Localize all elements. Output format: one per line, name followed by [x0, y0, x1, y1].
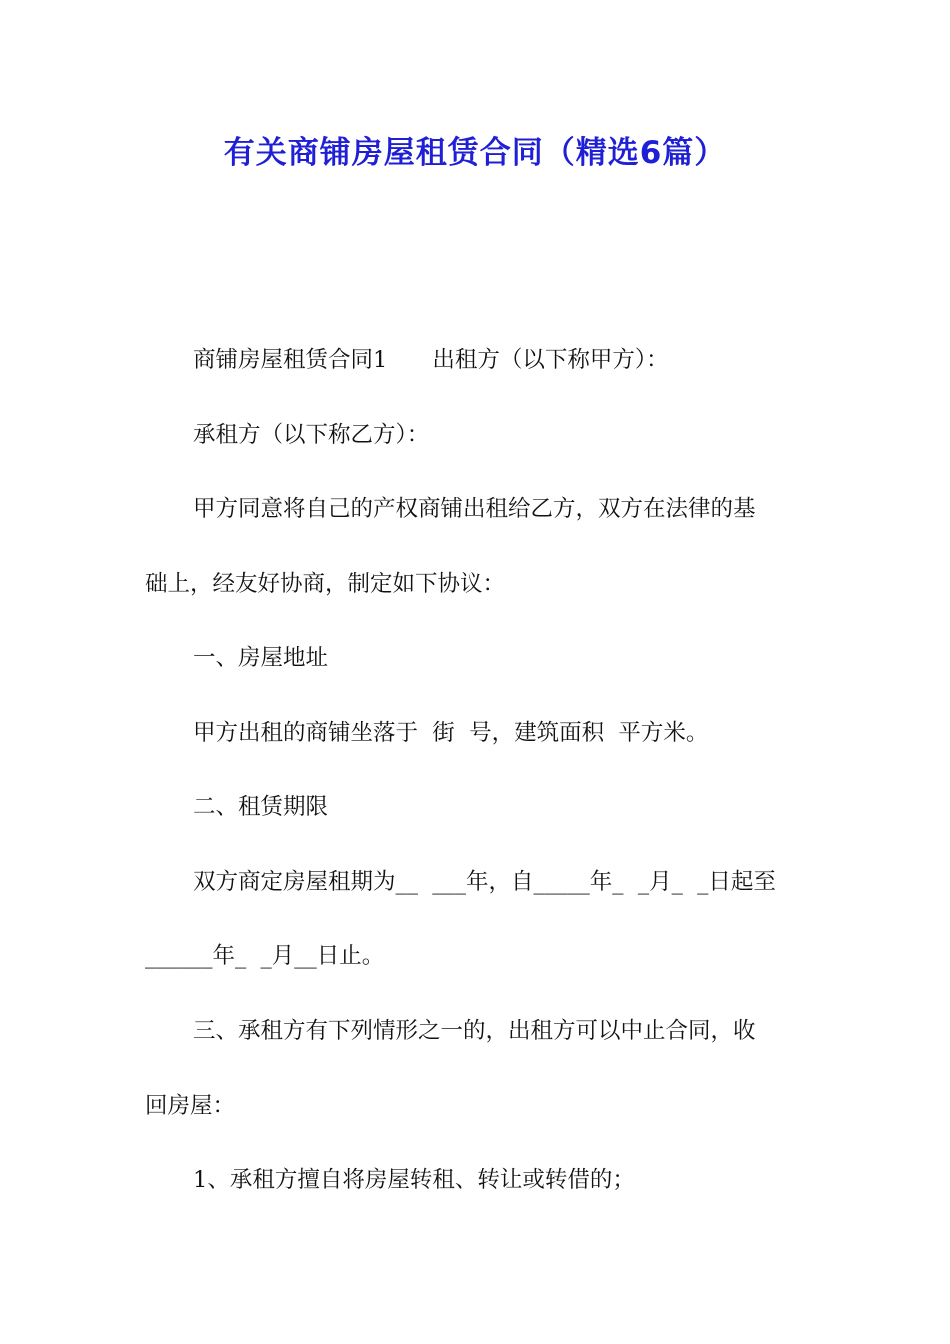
- termination-item-1: 1、承租方擅自将房屋转租、转让或转借的；: [193, 1167, 635, 1193]
- contract-heading-and-lessor-line: 商铺房屋租赁合同1 出租方（以下称甲方）：: [193, 347, 669, 373]
- address-paragraph: 甲方出租的商铺坐落于 街 号，建筑面积 平方米。: [193, 720, 709, 746]
- agreement-paragraph-line-2: 础上，经友好协商，制定如下协议：: [145, 571, 506, 597]
- agreement-paragraph-line-1: 甲方同意将自己的产权商铺出租给乙方，双方在法律的基: [193, 496, 756, 522]
- section-heading-address: 一、房屋地址: [193, 645, 329, 671]
- term-paragraph-line-1: 双方商定房屋租期为__ ___年，自_____年_ _月_ _日起至: [193, 869, 776, 895]
- document-title: 有关商铺房屋租赁合同（精选6篇）: [223, 135, 727, 171]
- termination-paragraph-line-2: 回房屋：: [145, 1093, 236, 1119]
- term-paragraph-line-2: ______年_ _月__日止。: [145, 943, 385, 969]
- section-heading-term: 二、租赁期限: [193, 794, 329, 820]
- termination-paragraph-line-1: 三、承租方有下列情形之一的，出租方可以中止合同，收: [193, 1018, 756, 1044]
- lessee-line: 承租方（以下称乙方）：: [193, 422, 430, 448]
